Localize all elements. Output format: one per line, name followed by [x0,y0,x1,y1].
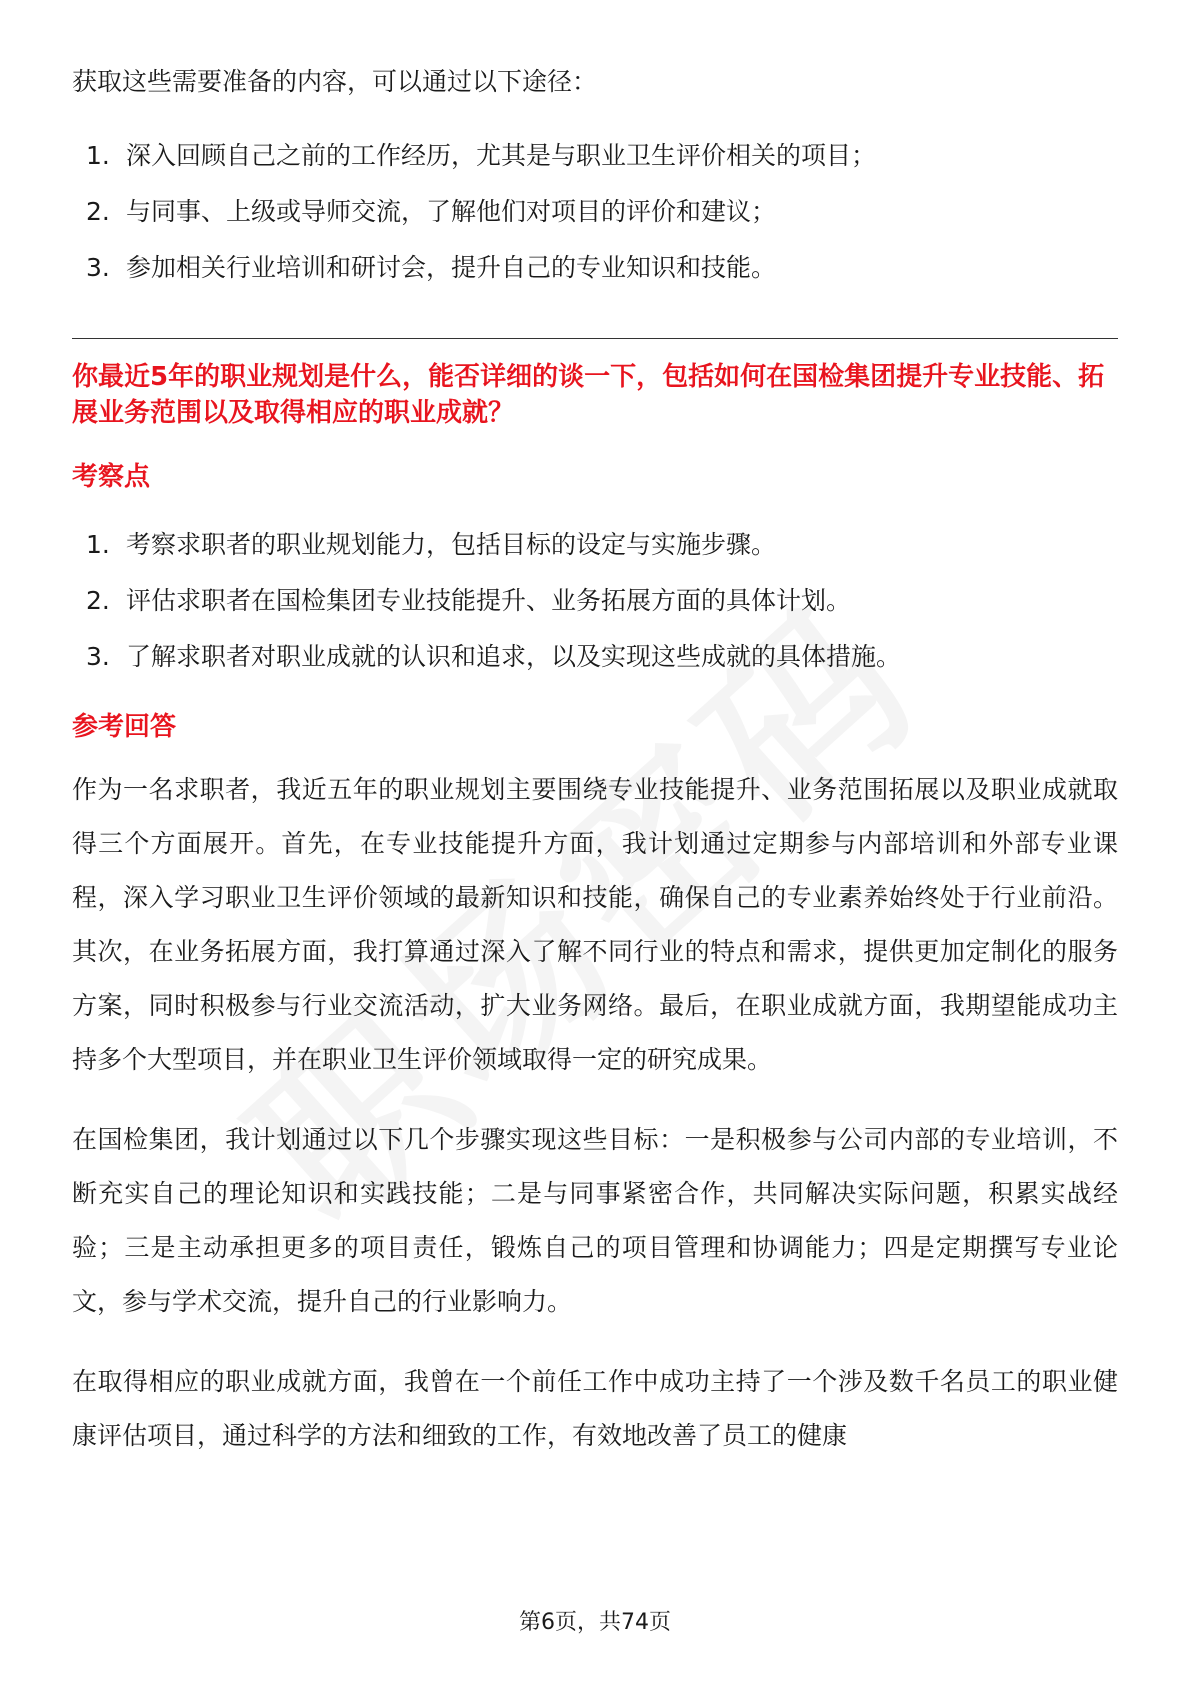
section-title-reference-answer: 参考回答 [72,712,177,742]
question-heading: 你最近5年的职业规划是什么，能否详细的谈一下，包括如何在国检集团提升专业技能、拓展业务范围以及取得相应的职业成就？ [72,362,1105,428]
page-content [72,58,1118,1463]
section-title-checkpoints: 考察点 [72,462,151,492]
prep-list [72,128,1118,296]
list-item: 2. 与同事、上级或导师交流，了解他们对项目的评价和建议； [86,197,777,226]
page-number: 第6页，共74页 [519,1610,671,1635]
section-divider [72,338,1118,339]
intro-text: 获取这些需要准备的内容，可以通过以下途径： [72,67,598,96]
list-item: 1. 深入回顾自己之前的工作经历，尤其是与职业卫生评价相关的项目； [86,141,877,170]
checkpoint-list [72,517,1118,685]
list-item: 3. 参加相关行业培训和研讨会，提升自己的专业知识和技能。 [86,253,777,282]
list-item: 3. 了解求职者对职业成就的认识和追求，以及实现这些成就的具体措施。 [86,642,902,671]
answer-paragraph: 在取得相应的职业成就方面，我曾在一个前任工作中成功主持了一个涉及数千名员工的职业健康评估项目，通过科学的方法和细致的工作，有效地改善了员工的健康 [72,1367,1118,1450]
list-item: 2. 评估求职者在国检集团专业技能提升、业务拓展方面的具体计划。 [86,586,852,615]
list-item: 1. 考察求职者的职业规划能力，包括目标的设定与实施步骤。 [86,530,777,559]
answer-paragraph: 在国检集团，我计划通过以下几个步骤实现这些目标：一是积极参与公司内部的专业培训，不断充实自己的理论知识和实践技能；二是与同事紧密合作，共同解决实际问题，积累实战经验；三是主动承担更多的项目责任，锻炼自己的项目管理和协调能力；四是定期撰写专业论文，参与学术交流，提升自己的行业影响力。 [72,1125,1118,1316]
answer-paragraph: 作为一名求职者，我近五年的职业规划主要围绕专业技能提升、业务范围拓展以及职业成就取得三个方面展开。首先，在专业技能提升方面，我计划通过定期参与内部培训和外部专业课程，深入学习职业卫生评价领域的最新知识和技能，确保自己的专业素养始终处于行业前沿。其次，在业务拓展方面，我打算通过深入了解不同行业的特点和需求，提供更加定制化的服务方案，同时积极参与行业交流活动，扩大业务网络。最后，在职业成就方面，我期望能成功主持多个大型项目，并在职业卫生评价领域取得一定的研究成果。 [72,775,1118,1074]
